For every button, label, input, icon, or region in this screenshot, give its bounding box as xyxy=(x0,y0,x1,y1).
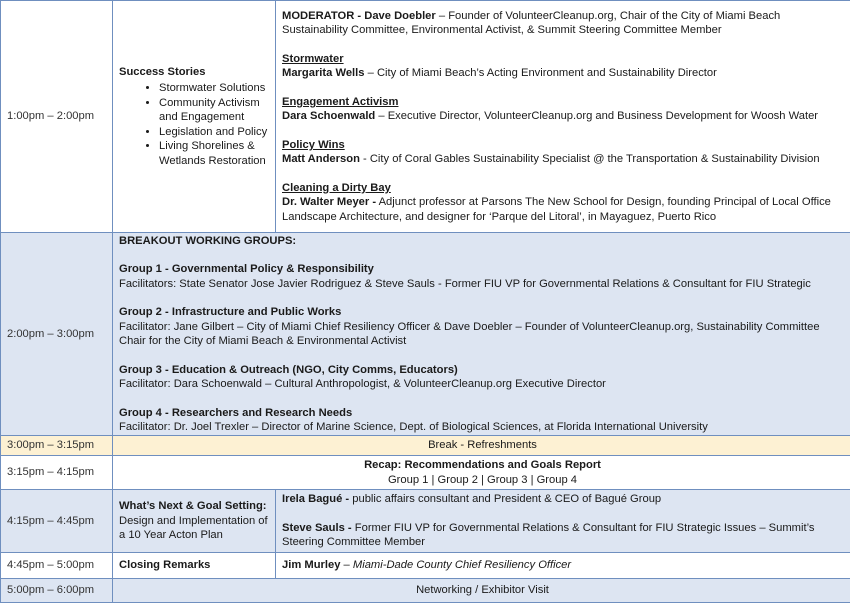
session-cell xyxy=(113,1,276,233)
moderator-entry xyxy=(282,9,846,38)
speaker-name: Steve Sauls - xyxy=(282,521,352,534)
session-desc: Design and Implementation of a 10 Year Acton Plan xyxy=(119,514,268,542)
time-cell: 1:00pm – 2:00pm xyxy=(1,1,113,233)
topic-list xyxy=(119,81,271,168)
agenda-row-success-stories xyxy=(1,1,850,233)
talk-speaker xyxy=(282,195,846,224)
time-cell: 3:00pm – 3:15pm xyxy=(1,436,113,456)
speaker-name: Matt Anderson xyxy=(282,153,360,166)
moderator-desc: – Founder of VolunteerCleanup.org, Chair of the City of Miami Beach Sustainability Committee, Environmental Activist, & Summit Steering Committee Member xyxy=(282,9,781,37)
talk-heading: Policy Wins xyxy=(282,138,345,151)
session-title: Closing Remarks xyxy=(113,553,276,579)
talk-heading: Cleaning a Dirty Bay xyxy=(282,181,391,194)
speaker-desc: Adjunct professor at Parsons The New School for Design, founding Principal of Local Office Landscape Architecture, and designer for ‘Parque del Litoral’, in Mayaguez, Puerto Rico xyxy=(282,196,831,223)
group-facilitators: Facilitator: Dara Schoenwald – Cultural Anthropologist, & VolunteerCleanup.org Executive Director xyxy=(119,378,606,390)
topic-item: • Legislation and Policy xyxy=(159,125,271,140)
agenda-row-goal-setting xyxy=(1,490,850,553)
speakers-cell xyxy=(276,1,850,233)
speaker-desc: – City of Miami Beach’s Acting Environment and Sustainability Director xyxy=(364,67,717,80)
talk-speaker xyxy=(282,152,846,167)
agenda-row-break xyxy=(1,436,850,456)
speaker-name: Jim Murley xyxy=(282,559,341,572)
time-cell: 5:00pm – 6:00pm xyxy=(1,579,113,603)
speaker-name: Dara Schoenwald xyxy=(282,110,376,123)
speaker-entry xyxy=(282,492,846,507)
group-facilitators: Facilitator: Jane Gilbert – City of Miami Chief Resiliency Officer & Dave Doebler – Founder of VolunteerCleanup.org, Sustainability Committee Chair for the City of Miami Beach & Environmental Activist xyxy=(119,320,820,347)
time-cell: 4:45pm – 5:00pm xyxy=(1,553,113,579)
speakers-cell xyxy=(276,490,850,553)
session-title: Success Stories xyxy=(119,65,206,78)
group-title: Group 2 - Infrastructure and Public Works xyxy=(119,306,342,318)
breakout-title: BREAKOUT WORKING GROUPS: xyxy=(119,234,297,247)
recap-subtitle: Group 1 | Group 2 | Group 3 | Group 4 xyxy=(387,473,578,486)
speaker-desc: Former FIU VP for Governmental Relations & Consultant for FIU Strategic Issues – Summit’s Steering Committee Member xyxy=(282,521,815,549)
agenda-row-networking xyxy=(1,579,850,603)
networking-label: Networking / Exhibitor Visit xyxy=(113,579,850,603)
recap-cell xyxy=(113,456,850,490)
speaker-name: Dr. Walter Meyer - xyxy=(282,196,377,209)
talk-speaker xyxy=(282,66,846,81)
topic-item: • Living Shorelines & Wetlands Restoration xyxy=(159,139,271,168)
speaker-name: Margarita Wells xyxy=(282,67,365,80)
time-cell: 2:00pm – 3:00pm xyxy=(1,233,113,436)
group-title: Group 1 - Governmental Policy & Responsibility xyxy=(119,263,374,275)
talk-heading: Stormwater xyxy=(282,52,344,65)
talk-heading: Engagement Activism xyxy=(282,95,399,108)
group-facilitators: Facilitators: State Senator Jose Javier Rodriguez & Steve Sauls - Former FIU VP for Governmental Relations & Consultant for FIU Strategic xyxy=(119,277,811,290)
time-cell: 4:15pm – 4:45pm xyxy=(1,490,113,553)
speaker-desc: – Executive Director, VolunteerCleanup.org and Business Development for Woosh Water xyxy=(375,110,819,123)
speaker-entry xyxy=(282,521,846,550)
speaker-name: Irela Bagué - xyxy=(282,493,350,506)
topic-item: • Community Activism and Engagement xyxy=(159,96,271,125)
agenda-row-closing xyxy=(1,553,850,579)
recap-title: Recap: Recommendations and Goals Report xyxy=(364,459,601,471)
group-title: Group 3 - Education & Outreach (NGO, City Comms, Educators) xyxy=(119,363,458,376)
speaker-desc: public affairs consultant and President & CEO of Bagué Group xyxy=(349,493,662,506)
agenda-row-recap xyxy=(1,456,850,490)
breakout-cell xyxy=(113,233,850,436)
moderator-name: MODERATOR - Dave Doebler xyxy=(282,9,436,22)
agenda-row-breakout xyxy=(1,233,850,436)
group-facilitators: Facilitator: Dr. Joel Trexler – Director of Marine Science, Dept. of Biological Sciences, at Florida International University xyxy=(119,421,708,433)
speakers-cell: Jim Murley – Miami-Dade County Chief Resiliency Officer xyxy=(276,553,850,579)
time-cell: 3:15pm – 4:15pm xyxy=(1,456,113,490)
group-title: Group 4 - Researchers and Research Needs xyxy=(119,406,353,419)
session-cell xyxy=(113,490,276,553)
topic-item: • Stormwater Solutions xyxy=(159,81,271,96)
break-label: Break - Refreshments xyxy=(113,436,850,456)
talk-speaker xyxy=(282,109,846,124)
speaker-desc: Miami-Dade County Chief Resiliency Officer xyxy=(352,559,572,572)
session-title: What’s Next & Goal Setting: xyxy=(119,500,267,513)
speaker-desc: - City of Coral Gables Sustainability Specialist @ the Transportation & Sustainability Division xyxy=(359,153,820,166)
